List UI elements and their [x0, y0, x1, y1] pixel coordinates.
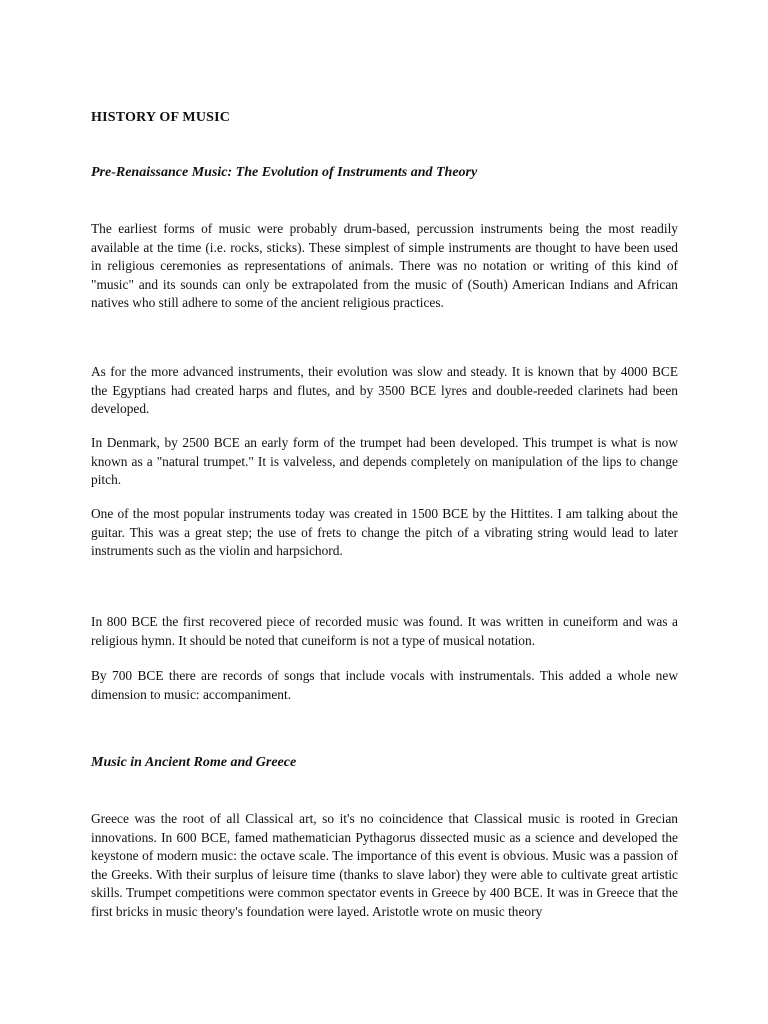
paragraph: In Denmark, by 2500 BCE an early form of the trumpet had been developed. This trumpet is what is now known as a "natural trumpet." It is valveless, and depends completely on manipulation of the lips to change pitch. — [91, 435, 678, 487]
paragraph: One of the most popular instruments today was created in 1500 BCE by the Hittites. I am talking about the guitar. This was a great step; the use of frets to change the pitch of a vibrating string would lead to later instruments such as the violin and harpsichord. — [91, 506, 678, 558]
paragraph: In 800 BCE the first recovered piece of recorded music was found. It was written in cuneiform and was a religious hymn. It should be noted that cuneiform is not a type of musical notation. — [91, 614, 678, 648]
paragraph: As for the more advanced instruments, their evolution was slow and steady. It is known that by 4000 BCE the Egyptians had created harps and flutes, and by 3500 BCE lyres and double-reeded clarinets had been developed. — [91, 364, 678, 416]
paragraph: The earliest forms of music were probably drum-based, percussion instruments being the most readily available at the time (i.e. rocks, sticks). These simplest of simple instruments are thought to have been used in religious ceremonies as representations of animals. There was no notation or writing of this kind of "music" and its sounds can only be extrapolated from the music of (South) American Indians and African natives who still adhere to some of the ancient religious practices. — [91, 221, 678, 310]
section-heading-pre-renaissance: Pre-Renaissance Music: The Evolution of Instruments and Theory — [91, 165, 478, 180]
paragraph: By 700 BCE there are records of songs that include vocals with instrumentals. This added a whole new dimension to music: accompaniment. — [91, 668, 678, 702]
document-title: HISTORY OF MUSIC — [91, 110, 231, 125]
paragraph: Greece was the root of all Classical art, so it's no coincidence that Classical music is rooted in Grecian innovations. In 600 BCE, famed mathematician Pythagorus dissected music as a science and developed the keystone of modern music: the octave scale. The importance of this event is obvious. Music was a passion of the Greeks. With their surplus of leisure time (thanks to slave labor) they were able to cultivate great artistic skills. Trumpet competitions were common spectator events in Greece by 400 BCE. It was in Greece that the first bricks in music theory's foundation were layed. Aristotle wrote on music theory — [91, 811, 678, 919]
section-heading-ancient-rome-greece: Music in Ancient Rome and Greece — [91, 755, 297, 770]
document-page — [91, 0, 678, 1024]
